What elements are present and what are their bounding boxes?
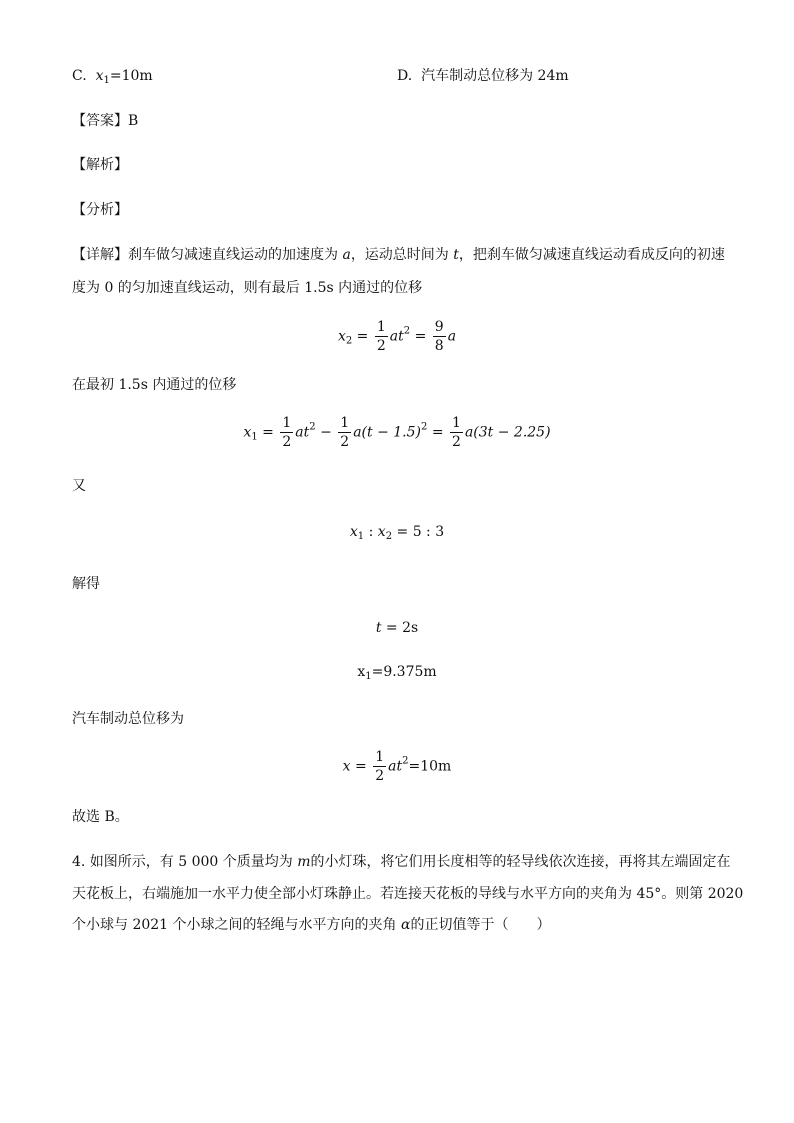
detail-text-1c: ，把刹车做匀减速直线运动看成反向的初速 (458, 247, 725, 263)
eq6-lhs: x (342, 758, 351, 775)
option-c-sub: 1 (103, 75, 110, 86)
text-you: 又 (72, 478, 86, 494)
eq2-at: at (295, 424, 310, 441)
q4-text-1b: 的小灯珠，将它们用长度相等的轻导线依次连接，再将其左端固定在 (310, 854, 731, 870)
eq2-half-2: $\frac{1}{2}$ (340, 415, 350, 450)
var-m: m (297, 854, 311, 870)
fenxi-label: 【分析】 (72, 202, 128, 218)
eq2-lhs: x (243, 424, 252, 441)
eq2-half-1: $\frac{1}{2}$ (282, 415, 292, 450)
option-c-rest: =10m (109, 68, 153, 84)
eq3-x2: x (377, 524, 386, 540)
eq6-rhs: =10m (408, 758, 452, 775)
eq2-mid: a(t − 1.5) (353, 424, 421, 441)
eq6-half: $\frac{1}{2}$ (375, 749, 385, 784)
eq1-half-fraction: $\frac{1}{2}$ (376, 319, 386, 354)
eq2-half-3: $\frac{1}{2}$ (452, 415, 461, 450)
eq1-nine-eighths: $\frac{9}{8}$ (434, 319, 444, 354)
detail-line-2: 度为 0 的匀加速直线运动，则有最后 1.5s 内通过的位移 (72, 280, 423, 296)
option-d (397, 66, 569, 86)
var-t: t (453, 247, 459, 263)
answer-line (72, 111, 138, 131)
detail-text-1b: ，运动总时间为 (350, 247, 449, 263)
text-first: 在最初 1.5s 内通过的位移 (72, 377, 237, 393)
eq1-lhs-sub: 2 (345, 335, 353, 347)
eq2-tail: a(3t − 2.25) (464, 424, 551, 441)
q4-line-2: 天花板上，右端施加一水平力使全部小灯珠静止。若连接天花板的导线与水平方向的夹角为 45°。则第 2020 (72, 886, 744, 902)
eq5-var: x (357, 664, 366, 680)
eq5-rhs: =9.375m (371, 664, 437, 680)
var-a: a (342, 247, 351, 263)
eq1-tail: a (447, 328, 457, 345)
q4-text-1a: 4. 如图所示，有 5 000 个质量均为 (72, 854, 293, 870)
option-d-text: 汽车制动总位移为 24m (421, 68, 569, 84)
eq4-rhs: = 2s (381, 620, 419, 636)
text-jiede: 解得 (72, 576, 100, 592)
equation-6: x = $\frac{1}{2}$ $at^2=10m$ (342, 749, 452, 784)
option-d-prefix: D. (397, 68, 413, 84)
equation-5: $x_1=9.375m$ (357, 664, 437, 682)
q4-text-3a: 个小球与 2021 个小球之间的轻绳与水平方向的夹角 (72, 917, 397, 933)
detail-label: 【详解】 (72, 247, 128, 263)
q4-line-1 (72, 852, 731, 872)
var-alpha: α (400, 917, 411, 933)
option-c-prefix: C. (72, 68, 87, 84)
detail-line-1 (72, 245, 725, 265)
equation-3: $x_1$ : $x_2 = 5$ : 3 (349, 524, 445, 542)
eq2-lhs-sub: 1 (251, 431, 258, 443)
option-c (72, 66, 153, 91)
eq1-lhs: x (337, 328, 346, 345)
eq4-lhs: t (375, 620, 382, 636)
detail-text-1a: 刹车做匀减速直线运动的加速度为 (128, 247, 338, 263)
equation-4 (0, 620, 794, 636)
q4-text-3b: 的正切值等于（ ） (410, 917, 551, 933)
text-guxuan: 故选 B。 (72, 809, 129, 825)
answer-label: 【答案】 (72, 113, 128, 129)
answer-value: B (128, 113, 139, 129)
analysis-label: 【解析】 (72, 157, 128, 173)
equation-2: $x_1$ = $\frac{1}{2}$ $at^2$ − $\frac{1}{2}$ $a(t - 1.5)^2$ = $\frac{1}{2}$ a(3t − 2.25) (243, 415, 551, 450)
eq3-rhs: = 5 : 3 (392, 524, 445, 540)
eq3-x1: x (349, 524, 358, 540)
text-total: 汽车制动总位移为 (72, 711, 184, 727)
eq1-at: at (389, 328, 404, 345)
option-c-var: x (95, 68, 104, 84)
q4-line-3 (72, 915, 550, 935)
equation-1: $x_2$ = $\frac{1}{2}$ $at^2$ = $\frac{9}{8}$ a (337, 319, 457, 354)
